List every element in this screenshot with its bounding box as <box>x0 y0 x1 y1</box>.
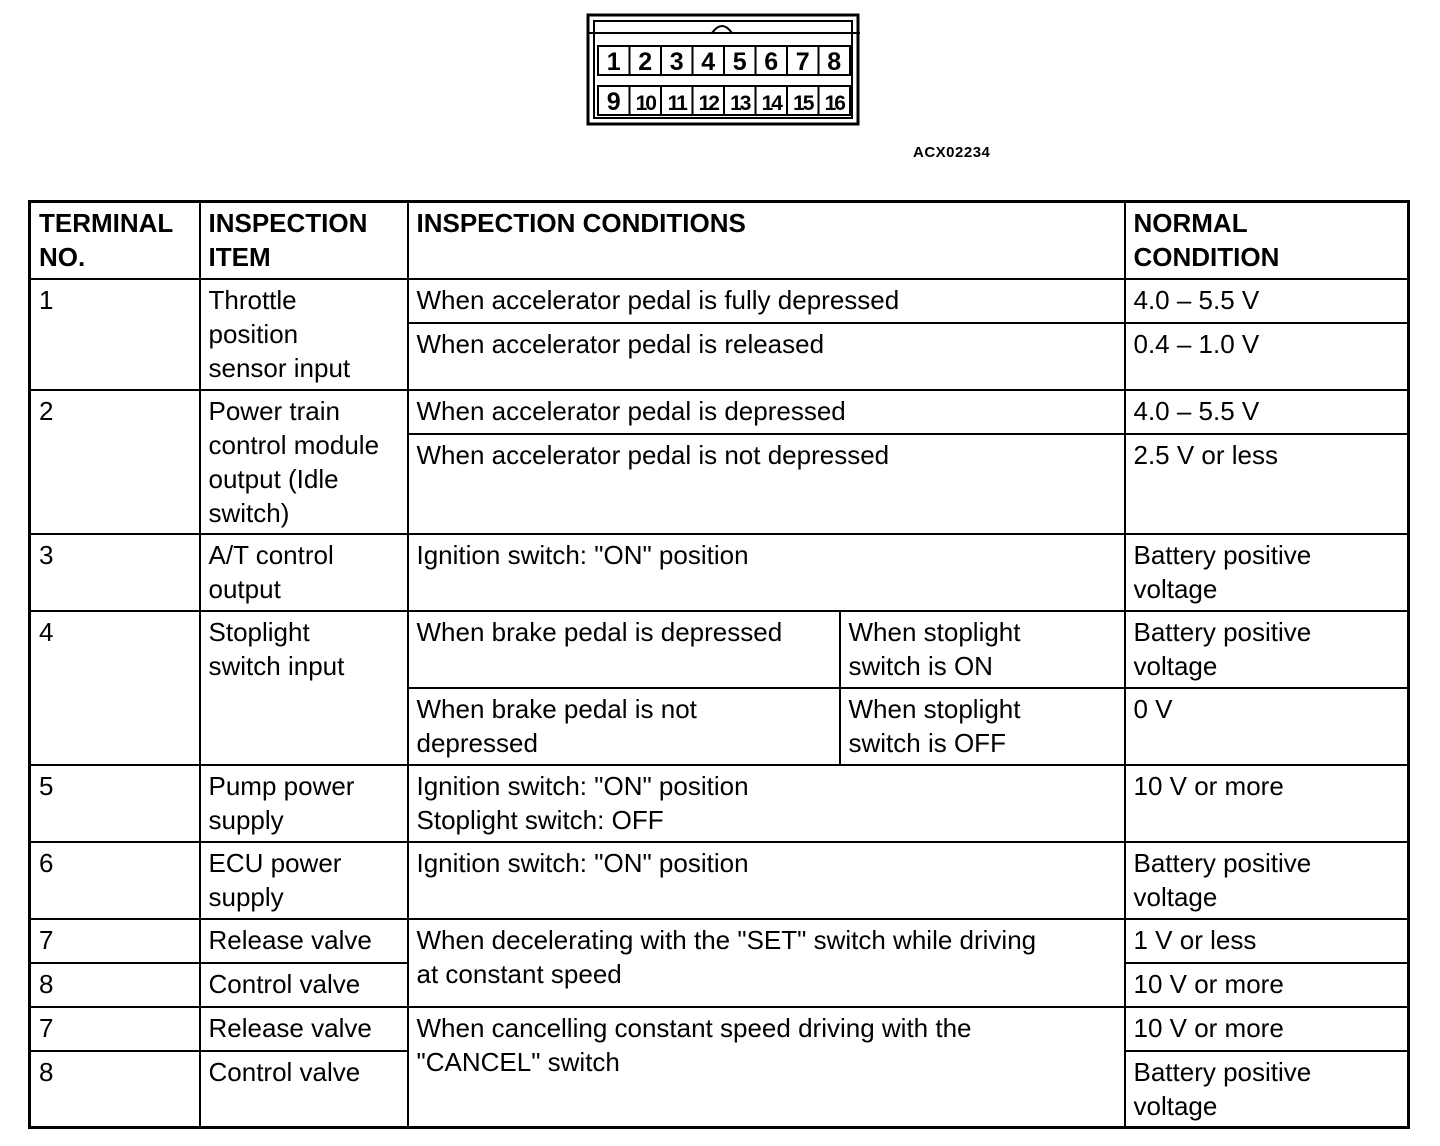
header-normal-condition: NORMAL CONDITION <box>1125 202 1409 279</box>
connector-pin-number: 14 <box>761 92 781 115</box>
item-cell: Control valve <box>200 1051 408 1128</box>
condition-cell: Ignition switch: "ON" position <box>408 534 1125 611</box>
terminal-cell: 4 <box>30 611 200 765</box>
normal-cell: 10 V or more <box>1125 1007 1409 1051</box>
connector-pin-number: 16 <box>824 92 844 115</box>
connector-code-label: ACX02234 <box>913 144 991 161</box>
table-row <box>30 279 1409 323</box>
normal-cell: 2.5 V or less <box>1125 434 1409 534</box>
table-row <box>30 1007 1409 1051</box>
terminal-cell: 7 <box>30 919 200 963</box>
table-row <box>30 534 1409 611</box>
connector-pin-number: 12 <box>698 92 718 115</box>
normal-cell: 0 V <box>1125 688 1409 765</box>
connector-pin-number: 10 <box>635 92 655 115</box>
table-row <box>30 919 1409 963</box>
terminal-cell: 1 <box>30 279 200 390</box>
normal-cell: Battery positive voltage <box>1125 611 1409 688</box>
normal-cell: 4.0 – 5.5 V <box>1125 279 1409 323</box>
header-inspection-conditions: INSPECTION CONDITIONS <box>408 202 1125 279</box>
header-inspection-item: INSPECTION ITEM <box>200 202 408 279</box>
normal-cell: 4.0 – 5.5 V <box>1125 390 1409 434</box>
connector-pin-number: 5 <box>732 48 747 76</box>
connector-pin-number: 1 <box>606 48 621 76</box>
condition-cell: When decelerating with the "SET" switch while driving at constant speed <box>408 919 1125 1007</box>
condition-cell: When accelerator pedal is released <box>408 323 1125 390</box>
item-cell: Control valve <box>200 963 408 1007</box>
normal-cell: 10 V or more <box>1125 765 1409 842</box>
item-cell: ECU power supply <box>200 842 408 919</box>
item-cell: Pump power supply <box>200 765 408 842</box>
terminal-cell: 6 <box>30 842 200 919</box>
item-cell: A/T control output <box>200 534 408 611</box>
condition-cell: When accelerator pedal is fully depressed <box>408 279 1125 323</box>
item-cell: Power train control module output (Idle switch) <box>200 390 408 534</box>
header-row <box>30 202 1409 279</box>
connector-diagram <box>586 13 862 126</box>
condition-cell: Ignition switch: "ON" position <box>408 842 1125 919</box>
sub-condition-cell: When stoplight switch is OFF <box>840 688 1125 765</box>
item-cell: Throttle position sensor input <box>200 279 408 390</box>
normal-cell: 10 V or more <box>1125 963 1409 1007</box>
terminal-cell: 8 <box>30 963 200 1007</box>
item-cell: Stoplight switch input <box>200 611 408 765</box>
terminal-cell: 8 <box>30 1051 200 1128</box>
connector-face <box>586 13 862 126</box>
normal-cell: 1 V or less <box>1125 919 1409 963</box>
connector-pin-number: 15 <box>793 92 813 115</box>
connector-pin-number: 8 <box>827 48 842 76</box>
normal-cell: 0.4 – 1.0 V <box>1125 323 1409 390</box>
table-row <box>30 611 1409 688</box>
connector-pin-number: 13 <box>730 92 750 115</box>
table-row <box>30 842 1409 919</box>
condition-cell: When accelerator pedal is not depressed <box>408 434 1125 534</box>
condition-cell: When brake pedal is depressed <box>408 611 840 688</box>
connector-pin-number: 7 <box>795 48 810 76</box>
header-terminal-no: TERMINAL NO. <box>30 202 200 279</box>
terminal-cell: 5 <box>30 765 200 842</box>
sub-condition-cell: When stoplight switch is ON <box>840 611 1125 688</box>
normal-cell: Battery positive voltage <box>1125 534 1409 611</box>
terminal-cell: 3 <box>30 534 200 611</box>
connector-pin-number: 6 <box>764 48 779 76</box>
condition-cell: When cancelling constant speed driving with the "CANCEL" switch <box>408 1007 1125 1128</box>
terminal-cell: 7 <box>30 1007 200 1051</box>
normal-cell: Battery positive voltage <box>1125 1051 1409 1128</box>
connector-pin-number: 4 <box>701 48 716 76</box>
item-cell: Release valve <box>200 1007 408 1051</box>
normal-cell: Battery positive voltage <box>1125 842 1409 919</box>
inspection-table <box>28 200 1410 1129</box>
condition-cell: Ignition switch: "ON" position Stoplight switch: OFF <box>408 765 1125 842</box>
item-cell: Release valve <box>200 919 408 963</box>
condition-cell: When brake pedal is not depressed <box>408 688 840 765</box>
condition-cell: When accelerator pedal is depressed <box>408 390 1125 434</box>
connector-pin-number: 9 <box>606 88 621 116</box>
connector-pin-number: 3 <box>669 48 684 76</box>
connector-pin-number: 11 <box>667 92 686 115</box>
table-row <box>30 765 1409 842</box>
terminal-cell: 2 <box>30 390 200 534</box>
connector-pin-number: 2 <box>638 48 653 76</box>
table-row <box>30 390 1409 434</box>
